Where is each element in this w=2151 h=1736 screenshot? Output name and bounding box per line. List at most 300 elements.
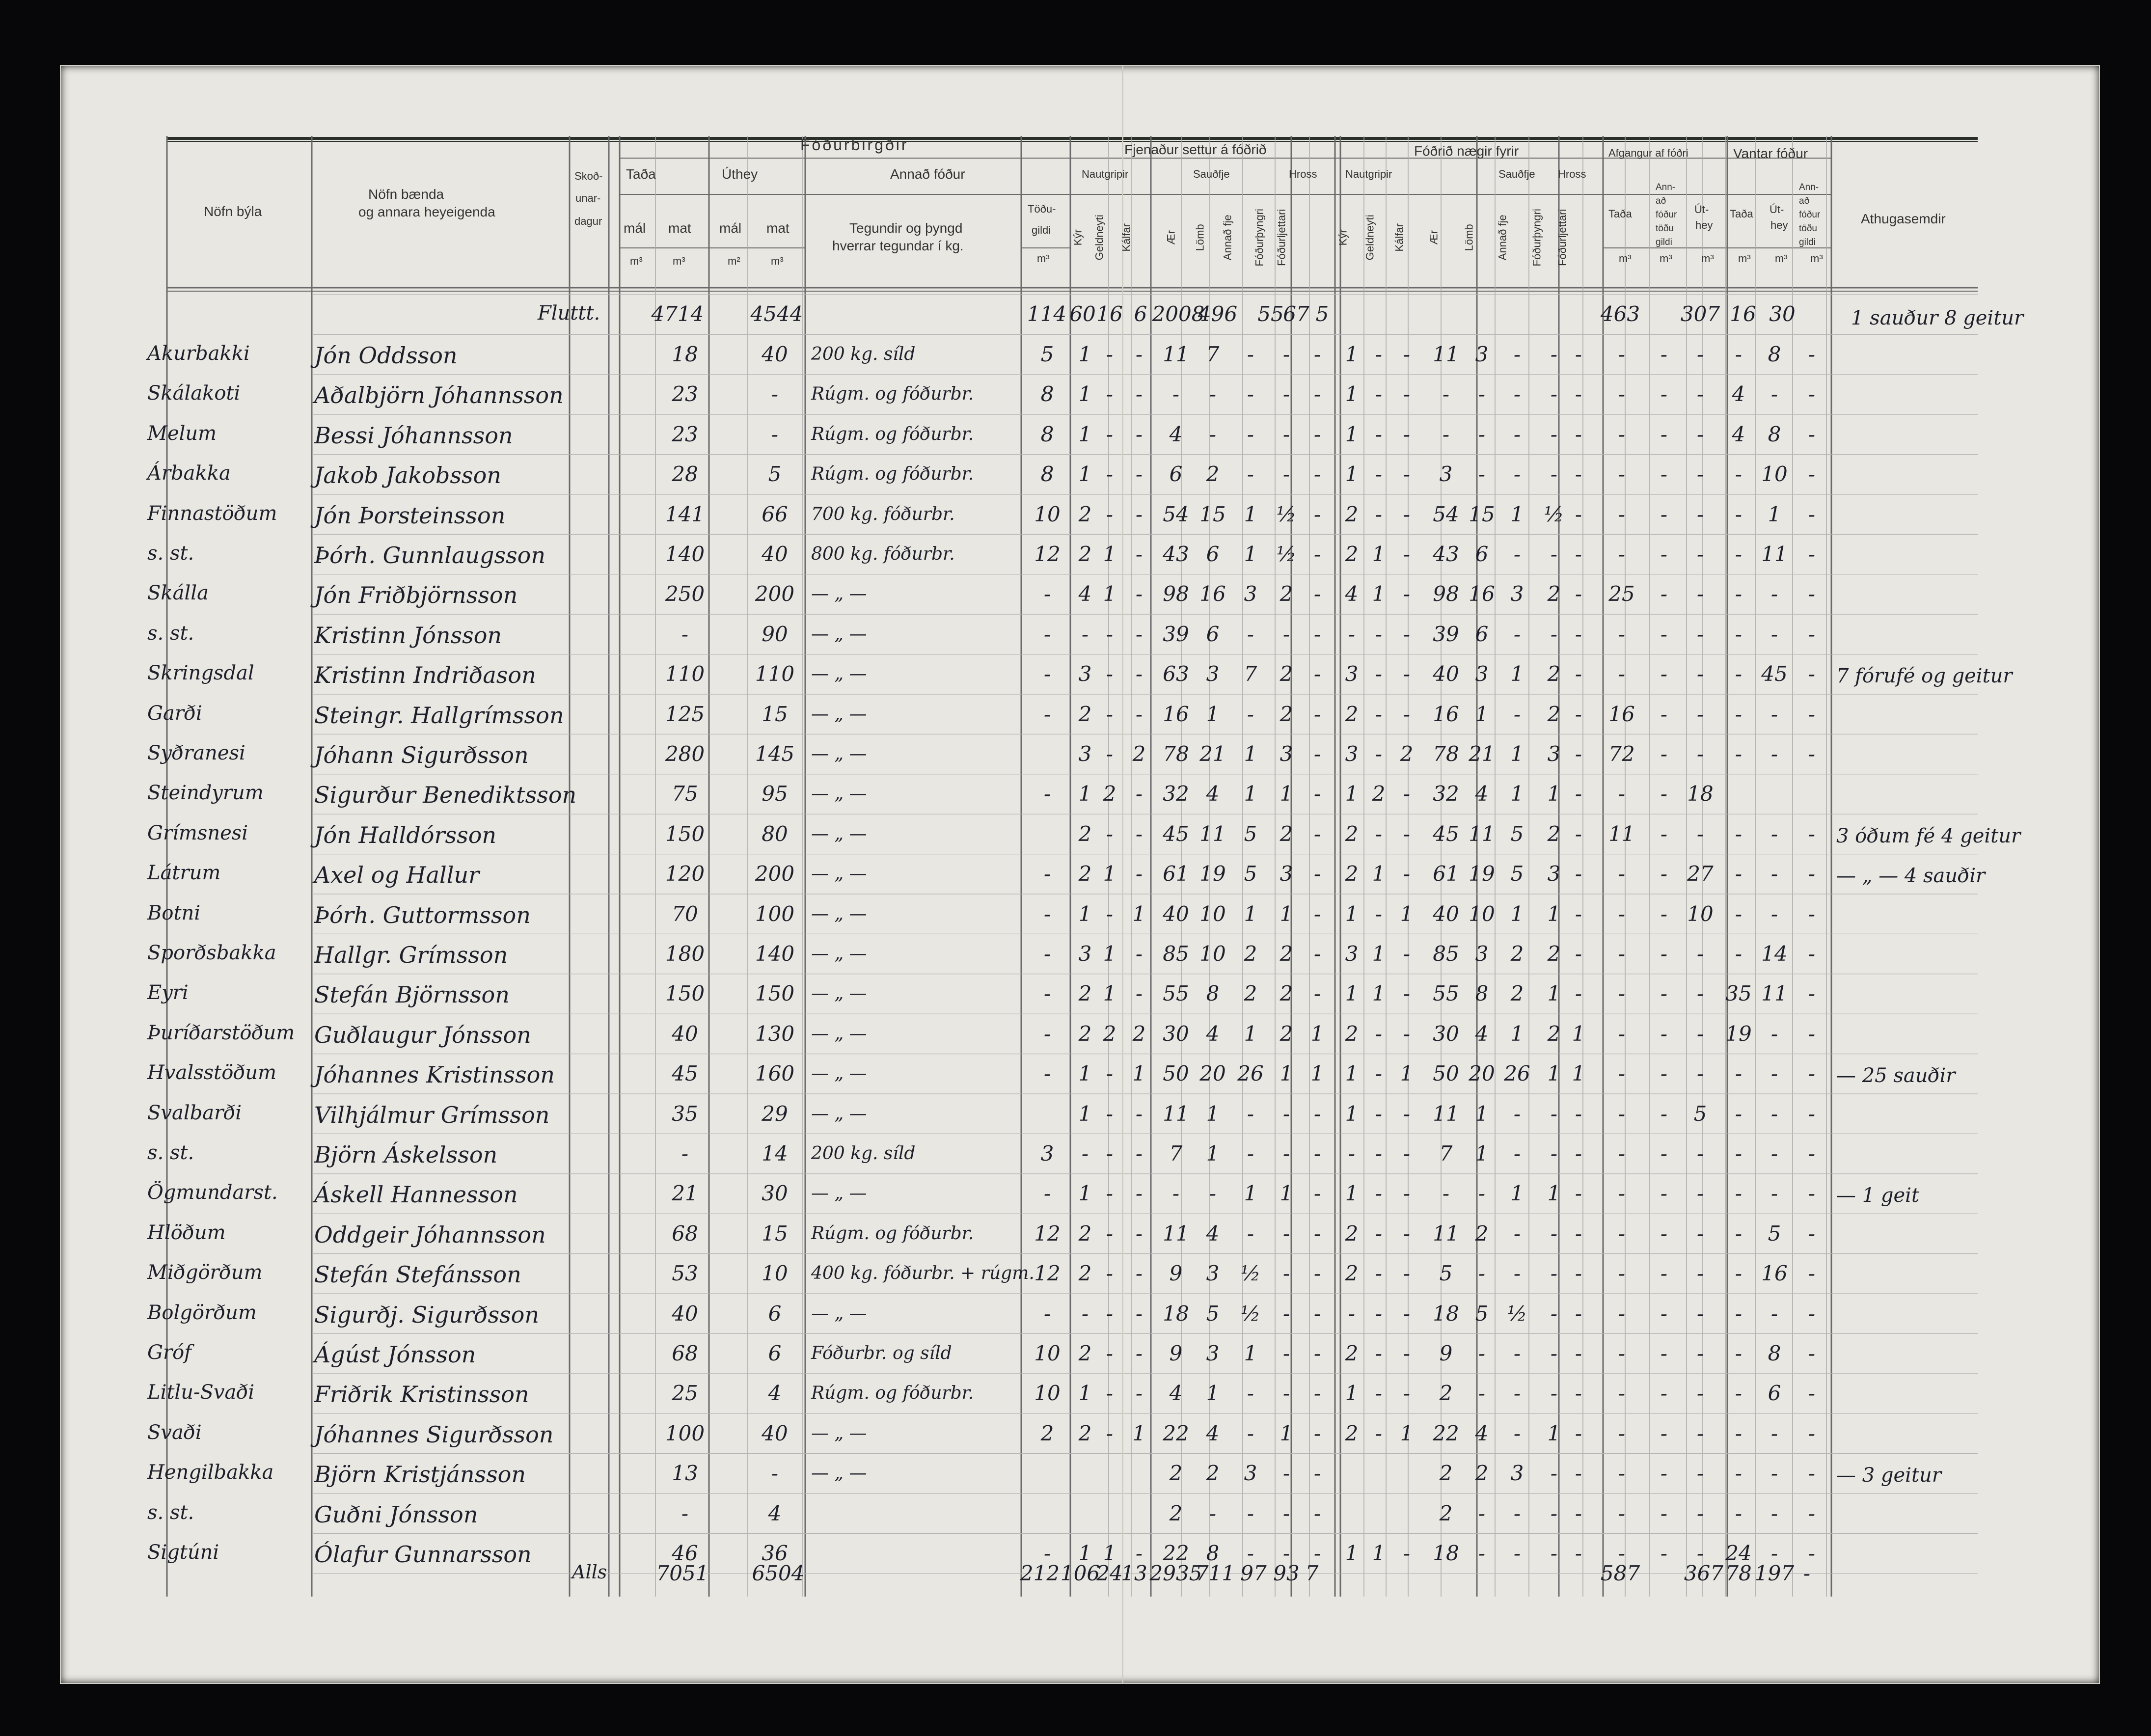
cell-a_uthey: -: [1696, 1221, 1704, 1246]
cell-n_aer: 54: [1433, 502, 1459, 526]
cell-n_h1: 2: [1547, 662, 1561, 686]
group-surplus-label: Afgangur af fóðri: [1608, 147, 1688, 159]
cell-n_h1: -: [1550, 1261, 1558, 1286]
farmer-name: Sigurður Benediktsson: [314, 782, 577, 809]
surplus-other-label-1: að: [1656, 196, 1666, 206]
cell-annad: -: [1247, 1101, 1254, 1126]
cell-aer: 78: [1163, 742, 1189, 766]
cell-n_kalf: -: [1403, 862, 1411, 886]
cell-kalf: -: [1135, 782, 1143, 806]
cell-v_annad: -: [1808, 1261, 1816, 1286]
cell-a_uthey: -: [1696, 1021, 1704, 1046]
cell-n_lomb: 6: [1475, 622, 1489, 646]
cell-taoa: 68: [672, 1341, 698, 1365]
cell-a_uthey: -: [1696, 1421, 1704, 1445]
cell-h1: -: [1282, 462, 1290, 487]
cell-v_uthey: 6: [1768, 1381, 1781, 1406]
cell-annad: 1: [1244, 901, 1257, 926]
totals-kalf: 13: [1121, 1561, 1147, 1585]
cell-n_h2: -: [1575, 1501, 1582, 1525]
cell-n_h2: -: [1575, 542, 1582, 566]
cell-kalf: -: [1135, 1181, 1143, 1206]
other-feed: — „ —: [811, 1183, 867, 1204]
other-feed: — „ —: [811, 1423, 867, 1443]
cell-kalf: -: [1135, 1301, 1143, 1326]
cell-annad: 1: [1244, 1021, 1257, 1046]
cell-n_aer: 45: [1433, 821, 1459, 846]
cell-n_h1: -: [1550, 1501, 1558, 1525]
livestock-col-label-15: Fóðurljettari: [1556, 209, 1569, 266]
cell-lomb: -: [1209, 1181, 1217, 1206]
farm-name: Syðranesi: [147, 742, 245, 764]
surplus-other-label-4: gildi: [1656, 237, 1672, 247]
cell-n_h1: ½: [1544, 502, 1564, 526]
lacking-other-label-0: Ann-: [1799, 182, 1819, 192]
cell-uthey: 200: [755, 862, 795, 886]
cell-n_kalf: -: [1403, 542, 1411, 566]
cell-n_kalf: -: [1403, 942, 1411, 966]
cell-n_h1: -: [1550, 1461, 1558, 1486]
cell-n_geld: -: [1375, 1021, 1383, 1046]
cell-aer: 98: [1163, 582, 1189, 606]
cell-n_annad: ½: [1507, 1301, 1527, 1326]
cell-n_h2: -: [1575, 622, 1582, 646]
cell-n_h1: 1: [1547, 981, 1561, 1006]
cell-kalf: 1: [1132, 901, 1146, 926]
farmer-name: Björn Áskelsson: [314, 1141, 498, 1168]
cell-n_kyr: 1: [1345, 1381, 1359, 1406]
farmer-name: Jakob Jakobsson: [314, 462, 501, 489]
cell-kyr: 3: [1078, 742, 1092, 766]
cell-a_annad: -: [1660, 422, 1668, 446]
cell-h2: -: [1313, 382, 1321, 407]
farm-name: Gróf: [147, 1341, 191, 1364]
cell-v_annad: -: [1808, 422, 1816, 446]
carried-over-calves: 6: [1134, 302, 1147, 326]
cell-n_kyr: 1: [1345, 462, 1359, 487]
cell-v_uthey: -: [1770, 1101, 1778, 1126]
cell-v_uthey: -: [1770, 582, 1778, 606]
cell-n_h1: 1: [1547, 782, 1561, 806]
cell-v_uthey: 11: [1761, 981, 1788, 1006]
cell-kyr: 1: [1078, 462, 1092, 487]
cell-n_aer: 39: [1433, 622, 1459, 646]
cell-uthey: 66: [762, 502, 788, 526]
cell-n_aer: 40: [1433, 662, 1459, 686]
carried-over-heifers: 16: [1096, 302, 1123, 326]
cell-aer: 40: [1163, 901, 1189, 926]
cell-annad: 1: [1244, 742, 1257, 766]
cell-fu: -: [1043, 1061, 1051, 1086]
cell-lomb: 4: [1206, 1221, 1220, 1246]
farm-name: Botni: [147, 901, 201, 924]
cell-v_annad: -: [1808, 942, 1816, 966]
cell-a_taoa: -: [1618, 1381, 1626, 1406]
cell-v_uthey: -: [1770, 1141, 1778, 1166]
carried-over-uthey_mat: 4544: [750, 302, 803, 326]
cell-geld: 2: [1103, 1021, 1116, 1046]
cell-a_uthey: -: [1696, 342, 1704, 366]
cell-geld: 1: [1103, 582, 1116, 606]
cell-n_lomb: 4: [1475, 1021, 1489, 1046]
cell-fu: 2: [1040, 1421, 1054, 1445]
cell-a_annad: -: [1660, 622, 1668, 646]
cell-aer: 9: [1169, 1261, 1183, 1286]
cell-n_kyr: 1: [1345, 901, 1359, 926]
totals-a_uthey: 367: [1684, 1561, 1724, 1585]
cell-a_taoa: -: [1618, 1181, 1626, 1206]
cell-v_annad: -: [1808, 662, 1816, 686]
farm-name: Sporðsbakka: [147, 942, 276, 964]
farm-name: Þuríðarstöðum: [147, 1021, 295, 1044]
lacking-uthey-label-2: hey: [1770, 219, 1788, 231]
farm-name: Akurbakki: [147, 342, 250, 365]
cell-annad: -: [1247, 382, 1254, 407]
cell-kalf: 1: [1132, 1421, 1146, 1445]
cell-n_kalf: -: [1403, 462, 1411, 487]
cell-a_taoa: -: [1618, 901, 1626, 926]
cell-uthey: 140: [755, 942, 795, 966]
cell-fu: -: [1043, 1021, 1051, 1046]
cell-a_taoa: -: [1618, 1501, 1626, 1525]
cell-uthey: 6: [768, 1301, 782, 1326]
sheep-label: Sauðfje: [1193, 168, 1230, 180]
cell-h1: 2: [1280, 582, 1293, 606]
cell-a_uthey: -: [1696, 1301, 1704, 1326]
surplus-other-label-2: fóður: [1656, 210, 1677, 220]
cell-n_lomb: 11: [1469, 821, 1495, 846]
livestock-col-label-7: Fóðurljettari: [1275, 209, 1288, 266]
cell-fu: -: [1043, 1541, 1051, 1565]
cell-n_h2: -: [1575, 1301, 1582, 1326]
cell-h2: -: [1313, 1501, 1321, 1525]
cell-taoa: 23: [672, 422, 698, 446]
cell-n_geld: -: [1375, 1221, 1383, 1246]
cell-a_taoa: -: [1618, 1461, 1626, 1486]
cell-taoa: 140: [665, 542, 705, 566]
farmer-name: Friðrik Kristinsson: [314, 1381, 529, 1408]
cell-kyr: 1: [1078, 1541, 1092, 1565]
livestock-col-label-3: Ær: [1165, 230, 1177, 245]
cell-geld: 1: [1103, 942, 1116, 966]
surplus-uthey-unit: m³: [1701, 252, 1714, 265]
cell-kalf: -: [1135, 1221, 1143, 1246]
cell-n_kyr: 2: [1345, 502, 1359, 526]
cell-n_annad: -: [1513, 1501, 1521, 1525]
cell-kyr: 2: [1078, 502, 1092, 526]
farmer-name: Axel og Hallur: [314, 862, 480, 889]
cell-n_h2: -: [1575, 782, 1582, 806]
other-feed: Rúgm. og fóðurbr.: [811, 384, 974, 405]
cell-a_annad: -: [1660, 702, 1668, 726]
cell-kalf: -: [1135, 622, 1143, 646]
cell-aer: 54: [1163, 502, 1189, 526]
cell-aer: 2: [1169, 1501, 1183, 1525]
farm-name: Garði: [147, 702, 202, 725]
cell-v_uthey: -: [1770, 1021, 1778, 1046]
farm-name: Svaði: [147, 1421, 202, 1444]
cell-n_aer: 55: [1433, 981, 1459, 1006]
cell-n_h1: 3: [1547, 862, 1561, 886]
cell-n_h1: -: [1550, 462, 1558, 487]
cell-annad: ½: [1240, 1261, 1261, 1286]
totals-taoa: 7051: [656, 1561, 709, 1585]
other-feed: — „ —: [811, 584, 867, 604]
cell-n_geld: -: [1375, 1261, 1383, 1286]
cell-a_taoa: -: [1618, 942, 1626, 966]
cell-uthey: 4: [768, 1381, 782, 1406]
cell-geld: -: [1106, 1061, 1114, 1086]
cell-geld: 1: [1103, 1541, 1116, 1565]
cell-annad: -: [1247, 1541, 1254, 1565]
cell-annad: 3: [1244, 582, 1257, 606]
cell-n_h2: -: [1575, 942, 1582, 966]
col-days-label-2: unar-: [575, 192, 601, 204]
cell-n_geld: -: [1375, 702, 1383, 726]
cell-a_taoa: -: [1618, 1061, 1626, 1086]
cell-kyr: 1: [1078, 382, 1092, 407]
cell-v_annad: -: [1808, 542, 1816, 566]
cell-n_lomb: -: [1478, 382, 1486, 407]
cell-fu: -: [1043, 1181, 1051, 1206]
cell-n_geld: 1: [1372, 862, 1386, 886]
cell-n_annad: -: [1513, 422, 1521, 446]
cell-uthey: 5: [768, 462, 782, 487]
cell-a_uthey: 10: [1687, 901, 1714, 926]
cell-uthey: 29: [762, 1101, 788, 1126]
cell-n_geld: -: [1375, 1421, 1383, 1445]
cell-n_aer: -: [1442, 382, 1450, 407]
cell-kalf: -: [1135, 382, 1143, 407]
cell-v_annad: -: [1808, 382, 1816, 407]
cell-n_h2: -: [1575, 1181, 1582, 1206]
farm-name: s. st.: [147, 622, 194, 645]
sheep-label-2: Sauðfje: [1498, 168, 1535, 180]
cell-uthey: 40: [762, 1421, 788, 1445]
cell-h2: -: [1313, 1141, 1321, 1166]
cell-a_uthey: -: [1696, 1501, 1704, 1525]
cell-a_taoa: -: [1618, 382, 1626, 407]
cell-n_geld: -: [1375, 662, 1383, 686]
cell-taoa: -: [681, 1501, 689, 1525]
cell-n_h2: -: [1575, 821, 1582, 846]
cell-n_lomb: -: [1478, 1181, 1486, 1206]
unit-sub-2: m²: [728, 255, 740, 267]
cell-n_h2: -: [1575, 1381, 1582, 1406]
cell-a_taoa: -: [1618, 1421, 1626, 1445]
cell-n_annad: 1: [1510, 742, 1524, 766]
cell-n_h1: -: [1550, 1221, 1558, 1246]
lacking-uthey-unit: m³: [1775, 252, 1788, 265]
cell-a_annad: -: [1660, 542, 1668, 566]
hay-out-label: Úthey: [722, 166, 758, 182]
cell-a_taoa: -: [1618, 1301, 1626, 1326]
cell-n_lomb: -: [1478, 1341, 1486, 1365]
cell-n_h2: -: [1575, 662, 1582, 686]
cell-n_lomb: 1: [1475, 1141, 1489, 1166]
cell-kyr: 1: [1078, 782, 1092, 806]
cell-kalf: -: [1135, 1141, 1143, 1166]
cell-n_lomb: 3: [1475, 942, 1489, 966]
cell-lomb: -: [1209, 1501, 1217, 1525]
carried-over-cows: 60: [1069, 302, 1096, 326]
farmer-name: Ólafur Gunnarsson: [314, 1541, 532, 1568]
farmer-name: Jóhannes Sigurðsson: [314, 1421, 554, 1448]
cell-v_uthey: -: [1770, 1181, 1778, 1206]
cell-n_h1: -: [1550, 1101, 1558, 1126]
cell-n_geld: -: [1375, 742, 1383, 766]
cell-a_uthey: -: [1696, 462, 1704, 487]
cell-a_taoa: -: [1618, 1341, 1626, 1365]
cell-geld: -: [1106, 1381, 1114, 1406]
farmer-name: Bessi Jóhannsson: [314, 422, 513, 449]
cell-h1: 1: [1280, 1061, 1293, 1086]
cell-a_annad: -: [1660, 942, 1668, 966]
other-feed-label: Annað fóður: [890, 166, 965, 182]
cell-n_lomb: -: [1478, 462, 1486, 487]
cell-geld: -: [1106, 1421, 1114, 1445]
cell-n_annad: -: [1513, 342, 1521, 366]
cell-h2: -: [1313, 1541, 1321, 1565]
cell-n_lomb: 21: [1469, 742, 1495, 766]
cell-n_aer: 50: [1433, 1061, 1459, 1086]
cell-n_geld: -: [1375, 462, 1383, 487]
cell-n_h1: 1: [1547, 1181, 1561, 1206]
totals-uthey: 6504: [752, 1561, 805, 1585]
cell-n_annad: 1: [1510, 901, 1524, 926]
cell-kalf: -: [1135, 1381, 1143, 1406]
cell-a_taoa: -: [1618, 1541, 1626, 1565]
cell-n_geld: -: [1375, 1061, 1383, 1086]
cell-lomb: 16: [1199, 582, 1226, 606]
cell-h1: -: [1282, 1341, 1290, 1365]
cell-h1: -: [1282, 422, 1290, 446]
farm-name: Hlöðum: [147, 1221, 226, 1244]
cell-n_kyr: 2: [1345, 821, 1359, 846]
cell-n_h1: -: [1550, 1341, 1558, 1365]
cell-geld: -: [1106, 1261, 1114, 1286]
unit-label-0: mál: [624, 220, 646, 236]
cell-n_kalf: -: [1403, 1221, 1411, 1246]
cell-uthey: 10: [762, 1261, 788, 1286]
cell-h1: 2: [1280, 942, 1293, 966]
cell-taoa: 150: [665, 981, 705, 1006]
cell-fu: -: [1043, 702, 1051, 726]
cell-kalf: -: [1135, 1341, 1143, 1365]
cell-taoa: 110: [665, 662, 705, 686]
cell-n_aer: 18: [1433, 1541, 1459, 1565]
other-feed: Rúgm. og fóðurbr.: [811, 1383, 974, 1404]
cell-lomb: 11: [1199, 821, 1226, 846]
cell-a_uthey: -: [1696, 662, 1704, 686]
cell-a_annad: -: [1660, 1181, 1668, 1206]
cell-aer: 61: [1163, 862, 1189, 886]
cell-a_annad: -: [1660, 1421, 1668, 1445]
cell-n_geld: -: [1375, 342, 1383, 366]
carried-over-lack_taoa: 16: [1730, 302, 1756, 326]
cell-a_uthey: -: [1696, 422, 1704, 446]
cell-v_taoa: 4: [1732, 422, 1745, 446]
cell-taoa: 25: [672, 1381, 698, 1406]
farmer-name: Oddgeir Jóhannsson: [314, 1221, 546, 1248]
totals-v_taoa: 78: [1725, 1561, 1752, 1585]
totals-lomb: 711: [1195, 1561, 1235, 1585]
cell-kalf: -: [1135, 1101, 1143, 1126]
totals-v_uthey: 197: [1754, 1561, 1795, 1585]
cell-lomb: 4: [1206, 1021, 1220, 1046]
farmer-name: Jón Oddsson: [314, 342, 458, 369]
cell-annad: 1: [1244, 502, 1257, 526]
carried-over-other_sheep: 55: [1257, 302, 1284, 326]
cell-fu: -: [1043, 1301, 1051, 1326]
farmer-name: Áskell Hannesson: [314, 1181, 518, 1208]
cell-n_lomb: 3: [1475, 662, 1489, 686]
cell-taoa: 70: [672, 901, 698, 926]
cell-annad: 3: [1244, 1461, 1257, 1486]
cell-n_h2: -: [1575, 1541, 1582, 1565]
cell-lomb: -: [1209, 422, 1217, 446]
cell-a_annad: -: [1660, 1061, 1668, 1086]
livestock-col-label-12: Lömb: [1463, 224, 1475, 251]
cell-h2: -: [1313, 742, 1321, 766]
cell-n_kyr: 3: [1345, 942, 1359, 966]
cell-n_lomb: 4: [1475, 1421, 1489, 1445]
cell-n_kyr: 2: [1345, 1221, 1359, 1246]
cell-annad: 1: [1244, 1341, 1257, 1365]
cell-lomb: 10: [1199, 901, 1226, 926]
carried-over-feedunits: 114: [1027, 302, 1067, 326]
cell-geld: 1: [1103, 981, 1116, 1006]
cell-n_h1: -: [1550, 1301, 1558, 1326]
cell-n_geld: -: [1375, 422, 1383, 446]
cell-kyr: 3: [1078, 942, 1092, 966]
cell-taoa: 280: [665, 742, 705, 766]
other-feed: — „ —: [811, 823, 867, 844]
feedunits-label: Töðu-: [1028, 203, 1056, 215]
cell-h2: -: [1313, 542, 1321, 566]
farmer-name: Aðalbjörn Jóhannsson: [314, 382, 564, 409]
cell-annad: -: [1247, 1381, 1254, 1406]
cell-geld: -: [1106, 1341, 1114, 1365]
cell-n_kyr: 2: [1345, 862, 1359, 886]
unit-label-2: mál: [719, 220, 742, 236]
farm-name: Grímsnesi: [147, 821, 248, 844]
farm-name: Hvalsstöðum: [147, 1061, 277, 1085]
cell-n_aer: -: [1442, 1181, 1450, 1206]
cell-lomb: 7: [1206, 342, 1220, 366]
cell-n_h1: -: [1550, 382, 1558, 407]
remark: — „ — 4 sauðir: [1836, 865, 1986, 888]
cell-aer: 39: [1163, 622, 1189, 646]
cell-n_h2: 1: [1572, 1061, 1585, 1086]
cell-n_h2: -: [1575, 582, 1582, 606]
cell-v_annad: -: [1808, 462, 1816, 487]
cell-n_kyr: 1: [1345, 1181, 1359, 1206]
cell-n_aer: 61: [1433, 862, 1459, 886]
farm-name: Látrum: [147, 862, 221, 885]
cell-kalf: -: [1135, 502, 1143, 526]
feedunits-unit: m³: [1037, 252, 1050, 265]
cell-n_lomb: 19: [1469, 862, 1495, 886]
cell-n_annad: 1: [1510, 1021, 1524, 1046]
cell-n_annad: 3: [1510, 1461, 1524, 1486]
cell-geld: 1: [1103, 542, 1116, 566]
cell-lomb: 19: [1199, 862, 1226, 886]
cell-n_annad: -: [1513, 462, 1521, 487]
cell-a_annad: -: [1660, 1501, 1668, 1525]
cell-taoa: 75: [672, 782, 698, 806]
cell-n_geld: 1: [1372, 981, 1386, 1006]
